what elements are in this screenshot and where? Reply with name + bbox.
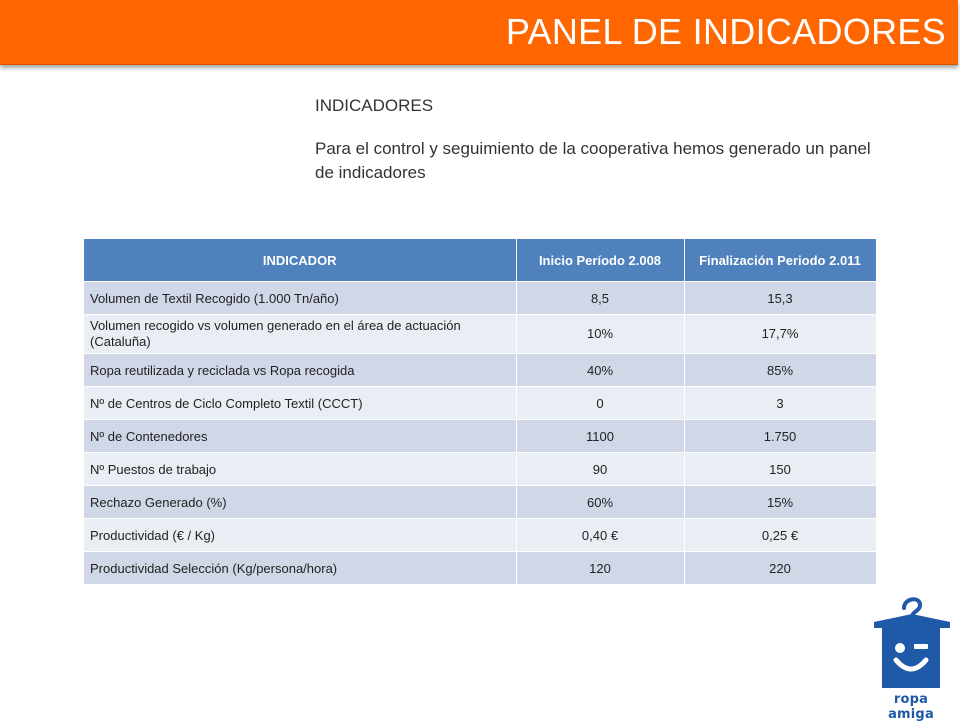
indicator-name: Nº de Centros de Ciclo Completo Textil (CCCT) (84, 387, 516, 420)
table-row (84, 387, 876, 420)
table-row (84, 519, 876, 552)
start-value: 0,40 € (516, 519, 684, 552)
start-value: 0 (516, 387, 684, 420)
start-value: 10% (516, 315, 684, 354)
start-value: 1100 (516, 420, 684, 453)
column-header-start: Inicio Período 2.008 (516, 239, 684, 282)
logo-text: ropa amiga (888, 692, 934, 722)
table-row (84, 354, 876, 387)
start-value: 40% (516, 354, 684, 387)
end-value: 17,7% (684, 315, 876, 354)
table-row (84, 552, 876, 585)
start-value: 90 (516, 453, 684, 486)
start-value: 120 (516, 552, 684, 585)
end-value: 220 (684, 552, 876, 585)
end-value: 150 (684, 453, 876, 486)
table-row (84, 486, 876, 519)
start-value: 8,5 (516, 282, 684, 315)
indicator-name: Volumen recogido vs volumen generado en el área de actuación (Cataluña) (84, 315, 516, 354)
start-value: 60% (516, 486, 684, 519)
title-bar (0, 0, 958, 65)
indicator-name: Rechazo Generado (%) (84, 486, 516, 519)
indicator-name: Productividad Selección (Kg/persona/hora) (84, 552, 516, 585)
end-value: 0,25 € (684, 519, 876, 552)
end-value: 15,3 (684, 282, 876, 315)
table-row (84, 282, 876, 315)
end-value: 15% (684, 486, 876, 519)
indicator-name: Productividad (€ / Kg) (84, 519, 516, 552)
table-row (84, 453, 876, 486)
end-value: 3 (684, 387, 876, 420)
indicator-name: Nº de Contenedores (84, 420, 516, 453)
indicators-table (84, 239, 877, 584)
end-value: 1.750 (684, 420, 876, 453)
page-title: PANEL DE INDICADORES (505, 11, 946, 52)
indicator-name: Ropa reutilizada y reciclada vs Ropa recogida (84, 354, 516, 387)
table-row (84, 315, 876, 354)
indicator-name: Volumen de Textil Recogido (1.000 Tn/año) (84, 282, 516, 315)
table-header-row (84, 239, 876, 282)
end-value: 85% (684, 354, 876, 387)
column-header-end: Finalización Periodo 2.011 (684, 239, 876, 282)
column-header-indicator: INDICADOR (84, 239, 516, 282)
intro-text: Para el control y seguimiento de la cooperativa hemos generado un panel de indicadores (315, 139, 871, 182)
indicator-name: Nº Puestos de trabajo (84, 453, 516, 486)
table-row (84, 420, 876, 453)
section-heading: INDICADORES (315, 96, 434, 115)
